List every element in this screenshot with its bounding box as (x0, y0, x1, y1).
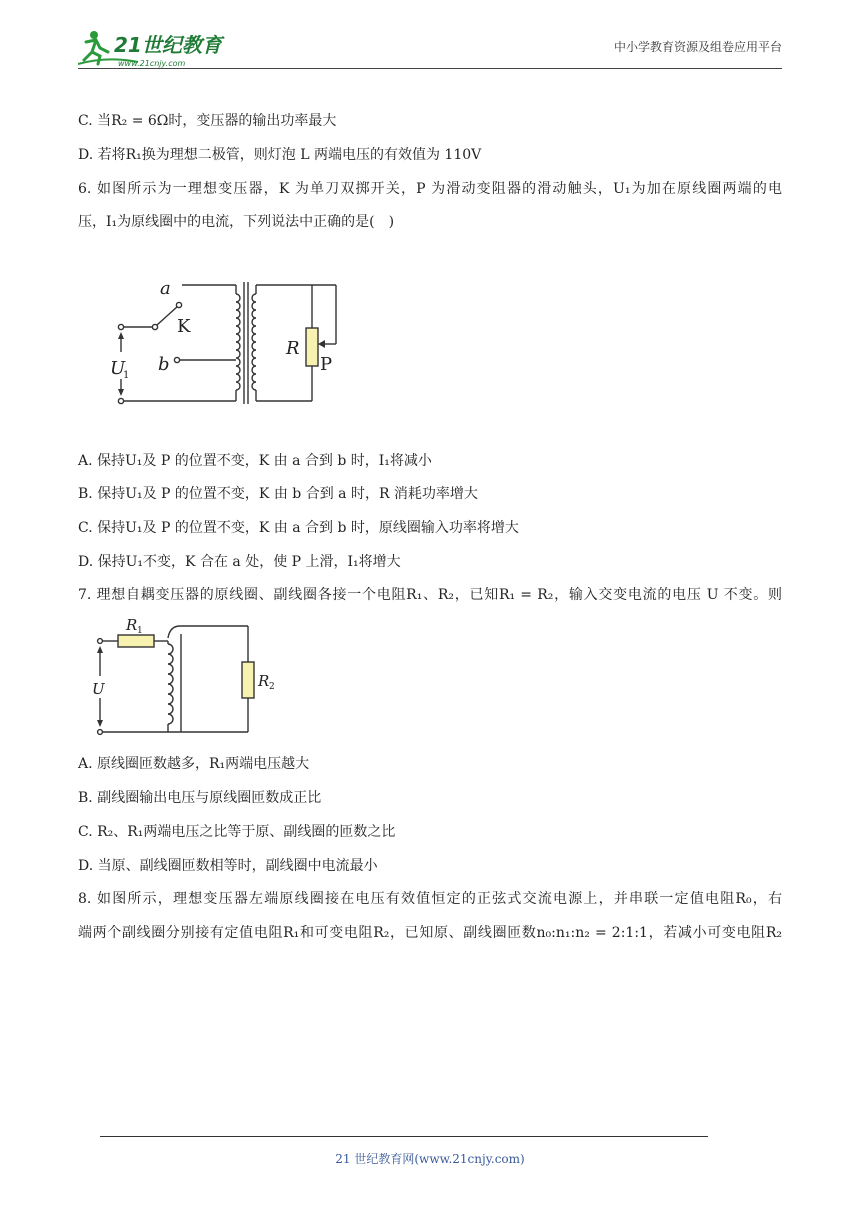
label-u: U (92, 680, 105, 698)
label-r1-sub: 1 (137, 626, 143, 636)
label-u1: U (110, 358, 126, 379)
option-c-q6: C. 保持U₁及 P 的位置不变，K 由 a 合到 b 时，原线圈输入功率将增大 (78, 520, 519, 536)
header-rule (78, 68, 782, 69)
arrow-down-icon (97, 720, 103, 727)
slider-arrow-icon (318, 340, 325, 348)
logo-url: www.21cnjy.com (118, 59, 186, 68)
label-r: R (286, 338, 300, 359)
label-r2: R (258, 672, 270, 690)
footer-rule (100, 1136, 708, 1137)
logo (78, 26, 238, 70)
label-u1-sub: 1 (123, 370, 130, 381)
logo-text: 21世纪教育 (114, 33, 222, 57)
question-6-line-1: 6. 如图所示为一理想变压器，K 为单刀双掷开关，P 为滑动变阻器的滑动触头，U₁为加在原线圈两端的电 (78, 181, 782, 197)
page-header (78, 20, 782, 70)
label-k: K (177, 316, 191, 337)
site-name: 中小学教育资源及组卷应用平台 (613, 40, 782, 54)
option-a-q6: A. 保持U₁及 P 的位置不变，K 由 a 合到 b 时，I₁将减小 (78, 453, 432, 469)
arrow-up-icon (97, 646, 103, 653)
footer-text: 21 世纪教育网(www.21cnjy.com) (335, 1152, 525, 1166)
option-c-q7: C. R₂、R₁两端电压之比等于原、副线圈的匝数之比 (78, 824, 396, 840)
question-8-line-2: 端两个副线圈分别接有定值电阻R₁和可变电阻R₂，已知原、副线圈匝数n₀:n₁:n₂ = 2:1:1，若减小可变电阻R₂ (78, 925, 782, 941)
arrow-up-icon (118, 332, 124, 339)
label-b: b (158, 354, 170, 375)
resistor-r2-icon (242, 662, 254, 698)
question-8-line-1: 8. 如图所示，理想变压器左端原线圈接在电压有效值恒定的正弦式交流电源上，并串联一定值电阻R₀，右 (78, 891, 782, 907)
question-7-line-1: 7. 理想自耦变压器的原线圈、副线圈各接一个电阻R₁、R₂，已知R₁ = R₂，输入交变电流的电压 U 不变。则 (78, 587, 782, 603)
label-a: a (160, 278, 171, 299)
label-r2-sub: 2 (269, 682, 275, 692)
resistor-r-icon (306, 328, 318, 366)
option-a-q7: A. 原线圈匝数越多，R₁两端电压越大 (78, 756, 310, 772)
option-c-q5: C. 当R₂ = 6Ω时，变压器的输出功率最大 (78, 113, 337, 129)
question-6-line-2: 压，I₁为原线圈中的电流，下列说法中正确的是( ) (78, 214, 395, 230)
figure-6-transformer (108, 274, 348, 414)
label-p: P (320, 354, 333, 375)
option-b-q6: B. 保持U₁及 P 的位置不变，K 由 b 合到 a 时，R 消耗功率增大 (78, 486, 478, 502)
option-d-q7: D. 当原、副线圈匝数相等时，副线圈中电流最小 (78, 858, 378, 874)
option-d-q5: D. 若将R₁换为理想二极管，则灯泡 L 两端电压的有效值为 110V (78, 147, 482, 163)
label-r1: R (126, 616, 138, 634)
figure-7-autotransformer (88, 614, 288, 738)
arrow-down-icon (118, 389, 124, 396)
option-b-q7: B. 副线圈输出电压与原线圈匝数成正比 (78, 790, 322, 806)
option-d-q6: D. 保持U₁不变，K 合在 a 处，使 P 上滑，I₁将增大 (78, 554, 401, 570)
resistor-r1-icon (118, 635, 154, 647)
